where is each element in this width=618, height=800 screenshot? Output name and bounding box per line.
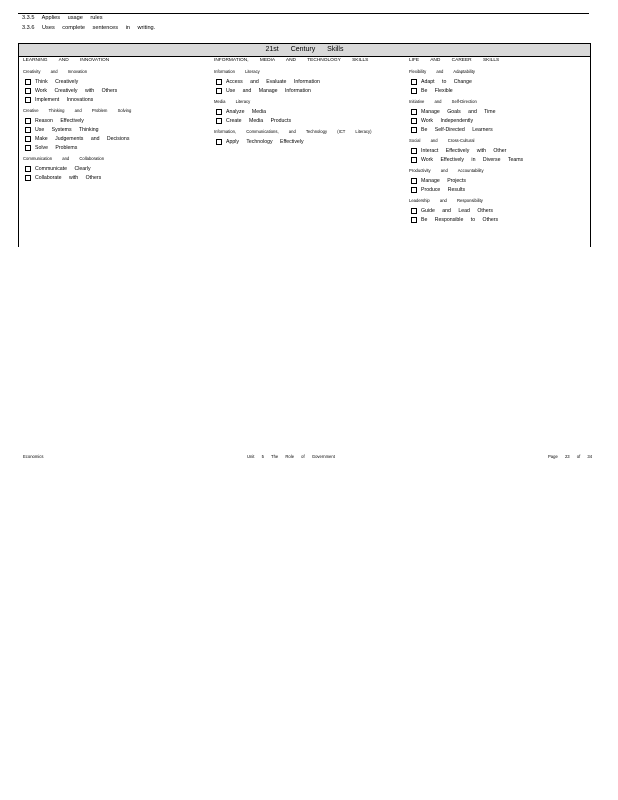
skill-item-label: Manage Projects bbox=[421, 177, 466, 184]
skill-item-label: Make Judgements and Decisions bbox=[35, 135, 130, 142]
skill-item-label: Work Independently bbox=[421, 117, 474, 124]
top-rule bbox=[18, 13, 589, 14]
skill-item[interactable] bbox=[216, 86, 372, 95]
skill-checkbox[interactable] bbox=[411, 208, 417, 214]
skill-group-title: Communication and Collaboration bbox=[23, 156, 105, 161]
skill-item-label: Work Effectively in Diverse Teams bbox=[421, 156, 524, 163]
standard-line: 3.3.6 Uses complete sentences in writing. bbox=[22, 25, 156, 31]
skill-group-title: Media Literacy bbox=[214, 99, 251, 104]
skill-checkbox[interactable] bbox=[411, 127, 417, 133]
skill-group-title: Information, Communications, and Technology (ICT Literacy) bbox=[214, 129, 372, 134]
skill-group bbox=[409, 69, 523, 95]
skill-item[interactable] bbox=[25, 134, 131, 143]
column-heading: INFORMATION, MEDIA AND TECHNOLOGY SKILLS bbox=[214, 58, 369, 63]
skill-item[interactable] bbox=[411, 155, 523, 164]
skill-group bbox=[23, 156, 131, 182]
skill-item[interactable] bbox=[411, 215, 523, 224]
skill-group-title: Productivity and Accountability bbox=[409, 168, 484, 173]
skills-column-information bbox=[214, 58, 372, 150]
skill-item-label: Implement Innovations bbox=[35, 96, 94, 103]
skill-item[interactable] bbox=[25, 164, 131, 173]
skill-item[interactable] bbox=[25, 173, 131, 182]
skill-item-label: Work Creatively with Others bbox=[35, 87, 118, 94]
skill-checkbox[interactable] bbox=[411, 217, 417, 223]
skill-item[interactable] bbox=[411, 107, 523, 116]
skill-item[interactable] bbox=[25, 95, 131, 104]
skill-checkbox[interactable] bbox=[411, 148, 417, 154]
skill-checkbox[interactable] bbox=[25, 145, 31, 151]
skill-item[interactable] bbox=[411, 77, 523, 86]
skill-item-label: Think Creatively bbox=[35, 78, 79, 85]
skill-item-label: Create Media Products bbox=[226, 117, 292, 124]
skill-group bbox=[214, 99, 372, 125]
skill-item-label: Produce Results bbox=[421, 186, 466, 193]
skills-table-header: 21st Century Skills bbox=[19, 44, 590, 57]
skill-item[interactable] bbox=[216, 137, 372, 146]
skill-group bbox=[214, 129, 372, 146]
skill-item-label: Use and Manage Information bbox=[226, 87, 311, 94]
skill-item[interactable] bbox=[25, 86, 131, 95]
skill-item-label: Solve Problems bbox=[35, 144, 78, 151]
skill-item[interactable] bbox=[25, 77, 131, 86]
skill-checkbox[interactable] bbox=[216, 79, 222, 85]
skill-checkbox[interactable] bbox=[411, 178, 417, 184]
skill-group-title: Creativity and Innovation bbox=[23, 69, 88, 74]
skill-item[interactable] bbox=[411, 116, 523, 125]
skill-item-label: Be Responsible to Others bbox=[421, 216, 499, 223]
skill-checkbox[interactable] bbox=[25, 88, 31, 94]
footer-page-number: Page 23 of 34 bbox=[548, 454, 593, 459]
skill-checkbox[interactable] bbox=[25, 166, 31, 172]
skill-item[interactable] bbox=[411, 185, 523, 194]
skill-checkbox[interactable] bbox=[216, 139, 222, 145]
skill-item-label: Use Systems Thinking bbox=[35, 126, 99, 133]
column-heading: LIFE AND CAREER SKILLS bbox=[409, 58, 500, 63]
skill-item[interactable] bbox=[411, 125, 523, 134]
skill-item-label: Collaborate with Others bbox=[35, 174, 102, 181]
column-heading: LEARNING AND INNOVATION bbox=[23, 58, 110, 63]
skill-group bbox=[409, 168, 523, 194]
skill-group-title: Information Literacy bbox=[214, 69, 260, 74]
skill-item[interactable] bbox=[25, 143, 131, 152]
skill-checkbox[interactable] bbox=[25, 127, 31, 133]
skill-item[interactable] bbox=[411, 206, 523, 215]
skill-checkbox[interactable] bbox=[411, 79, 417, 85]
skill-item[interactable] bbox=[216, 116, 372, 125]
standard-line: 3.3.5 Applies usage rules bbox=[22, 15, 103, 21]
skill-group bbox=[23, 69, 131, 104]
skill-group-title: Initiative and Self-Direction bbox=[409, 99, 477, 104]
skill-group-title: Leadership and Responsibility bbox=[409, 198, 483, 203]
skill-item[interactable] bbox=[216, 107, 372, 116]
skill-checkbox[interactable] bbox=[411, 157, 417, 163]
skill-item[interactable] bbox=[25, 116, 131, 125]
skill-item-label: Communicate Clearly bbox=[35, 165, 91, 172]
footer-unit: Unit 5 The Role of Government bbox=[247, 454, 335, 459]
skill-item-label: Analyze Media bbox=[226, 108, 267, 115]
skill-checkbox[interactable] bbox=[411, 88, 417, 94]
skill-checkbox[interactable] bbox=[216, 109, 222, 115]
skill-group-title: Creative Thinking and Problem Solving bbox=[23, 108, 132, 113]
skill-item[interactable] bbox=[25, 125, 131, 134]
skill-checkbox[interactable] bbox=[25, 118, 31, 124]
skill-group bbox=[214, 69, 372, 95]
skill-item-label: Be Self-Directed Learners bbox=[421, 126, 493, 133]
skill-group-title: Social and Cross-Cultural bbox=[409, 138, 475, 143]
skills-column-learning bbox=[23, 58, 131, 186]
skills-column-life-career bbox=[409, 58, 523, 228]
skill-checkbox[interactable] bbox=[25, 79, 31, 85]
skill-item-label: Be Flexible bbox=[421, 87, 453, 94]
footer-course: Economics bbox=[23, 454, 44, 459]
skills-table bbox=[18, 43, 591, 247]
skill-checkbox[interactable] bbox=[411, 187, 417, 193]
skill-item-label: Access and Evaluate Information bbox=[226, 78, 320, 85]
skill-checkbox[interactable] bbox=[25, 136, 31, 142]
skill-item[interactable] bbox=[411, 146, 523, 155]
skill-item[interactable] bbox=[411, 176, 523, 185]
skill-item-label: Manage Goals and Time bbox=[421, 108, 496, 115]
skill-item[interactable] bbox=[216, 77, 372, 86]
skill-checkbox[interactable] bbox=[216, 118, 222, 124]
skill-checkbox[interactable] bbox=[216, 88, 222, 94]
skill-item-label: Adapt to Change bbox=[421, 78, 472, 85]
skill-group bbox=[409, 198, 523, 224]
skill-checkbox[interactable] bbox=[411, 118, 417, 124]
skill-group bbox=[409, 99, 523, 134]
skill-item[interactable] bbox=[411, 86, 523, 95]
skill-item-label: Interact Effectively with Other bbox=[421, 147, 507, 154]
skill-item-label: Guide and Lead Others bbox=[421, 207, 493, 214]
skill-item-label: Apply Technology Effectively bbox=[226, 138, 304, 145]
skill-group-title: Flexibility and Adaptability bbox=[409, 69, 475, 74]
skill-group bbox=[409, 138, 523, 164]
skill-item-label: Reason Effectively bbox=[35, 117, 84, 124]
skill-checkbox[interactable] bbox=[411, 109, 417, 115]
skill-checkbox[interactable] bbox=[25, 97, 31, 103]
skill-checkbox[interactable] bbox=[25, 175, 31, 181]
skill-group bbox=[23, 108, 131, 152]
